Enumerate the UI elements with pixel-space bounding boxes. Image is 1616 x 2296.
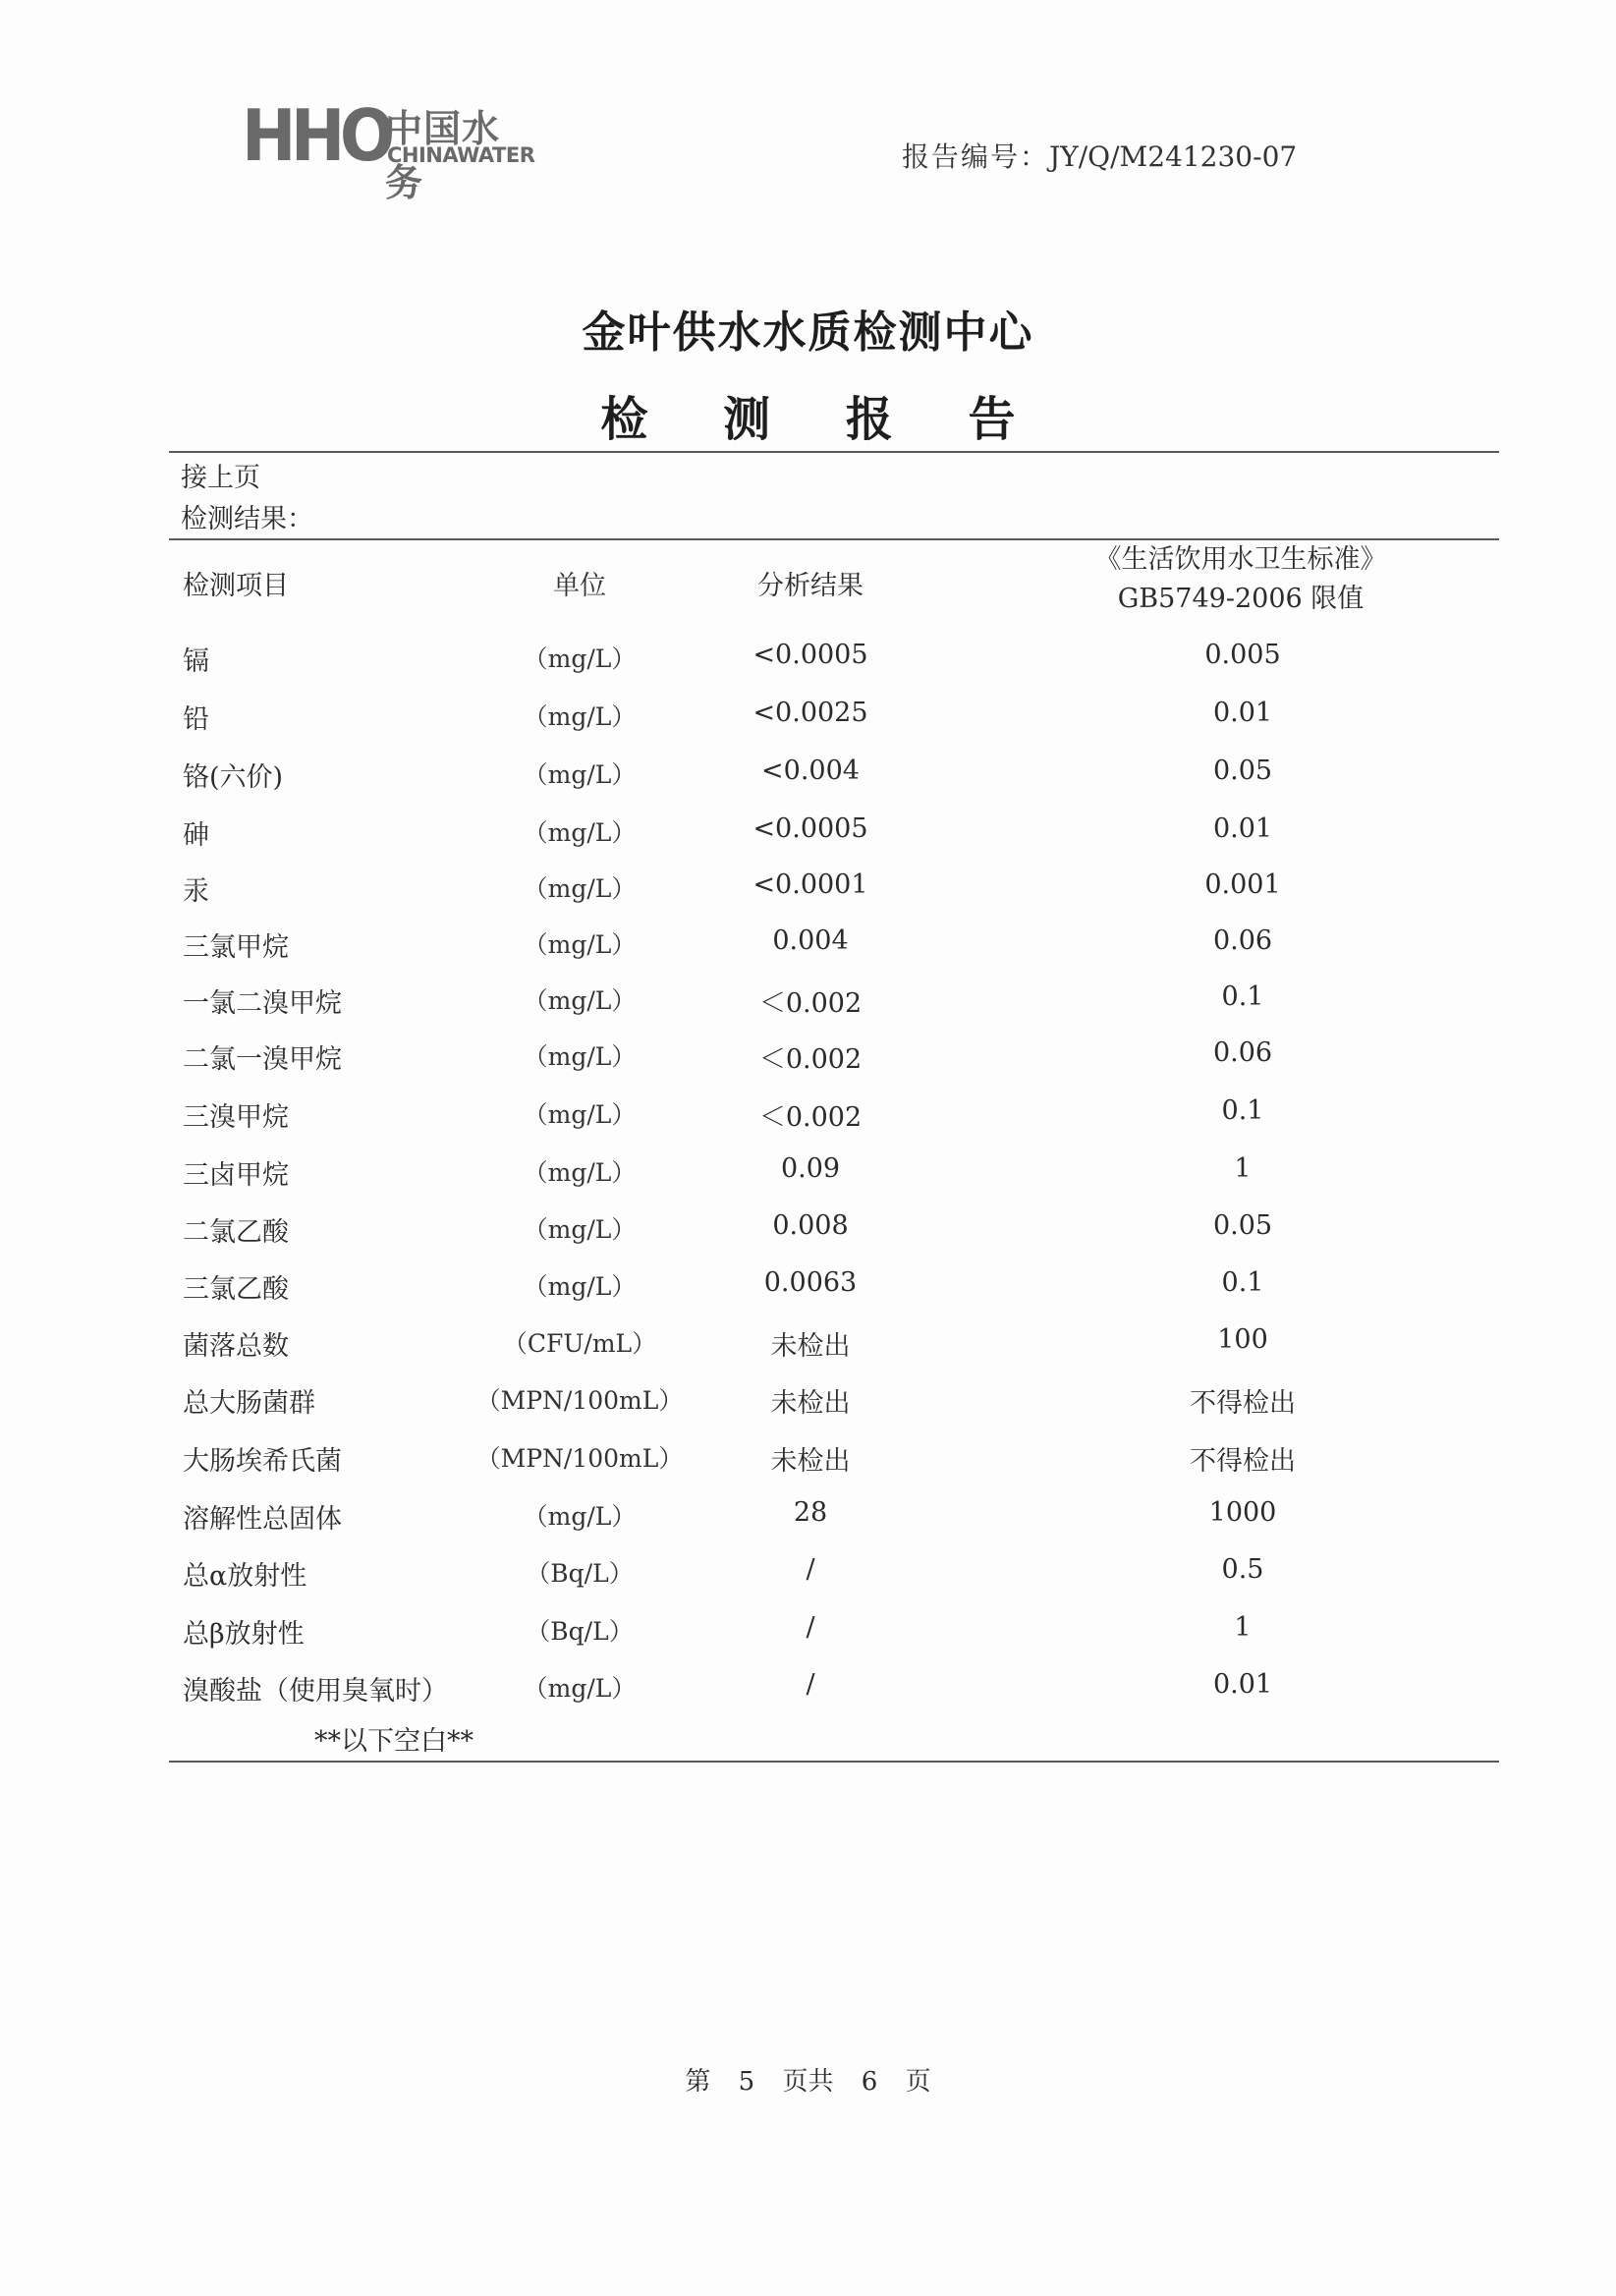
top-divider — [169, 451, 1499, 453]
document-title: 检 测 报 告 — [600, 392, 1045, 447]
item-unit: （mg/L） — [523, 818, 637, 847]
table-row — [0, 1153, 1616, 1193]
item-unit: （mg/L） — [523, 986, 637, 1015]
item-unit: （mg/L） — [523, 644, 637, 673]
item-name: 砷 — [183, 820, 209, 851]
item-unit: （mg/L） — [523, 1158, 637, 1187]
item-name: 三氯甲烷 — [183, 932, 289, 963]
item-result: / — [806, 1669, 815, 1700]
item-unit: （Bq/L） — [526, 1559, 634, 1588]
table-row — [0, 1554, 1616, 1594]
item-result: ＜0.002 — [758, 988, 863, 1019]
table-row — [0, 1210, 1616, 1250]
item-unit: （mg/L） — [523, 1215, 637, 1244]
organization-name: 金叶供水水质检测中心 — [582, 308, 1034, 358]
item-name: 二氯乙酸 — [183, 1217, 289, 1248]
item-limit: 0.05 — [1212, 756, 1273, 786]
table-row — [0, 1439, 1616, 1479]
item-limit: 1 — [1234, 1612, 1252, 1643]
results-label: 检测结果： — [181, 504, 313, 534]
item-result: 28 — [793, 1497, 828, 1528]
item-name: 总β放射性 — [183, 1619, 305, 1650]
item-unit: （mg/L） — [523, 1100, 637, 1129]
standard-code: GB5749-2006 限值 — [1117, 584, 1365, 614]
table-row — [0, 1095, 1616, 1135]
item-unit: （MPN/100mL） — [475, 1386, 684, 1415]
item-name: 铬(六价) — [183, 762, 284, 793]
item-unit: （MPN/100mL） — [475, 1444, 684, 1473]
item-limit: 0.06 — [1212, 1037, 1273, 1068]
item-unit: （mg/L） — [523, 1674, 637, 1703]
item-limit: 0.1 — [1221, 1095, 1264, 1126]
item-name: 一氯二溴甲烷 — [183, 988, 342, 1019]
logo-mark: HHO — [242, 94, 390, 177]
item-result: <0.004 — [761, 756, 860, 786]
item-result: <0.0025 — [752, 698, 868, 728]
item-result: <0.0001 — [752, 869, 868, 900]
table-row — [0, 1037, 1616, 1077]
item-unit: （mg/L） — [523, 930, 637, 959]
item-unit: （mg/L） — [523, 1502, 637, 1531]
standard-name: 《生活饮用水卫生标准》 — [1094, 544, 1387, 575]
item-limit: 0.001 — [1204, 869, 1281, 900]
table-row — [0, 869, 1616, 909]
table-row — [0, 1612, 1616, 1652]
column-header-unit: 单位 — [553, 571, 606, 601]
report-number-label: 报告编号： — [902, 140, 1050, 173]
table-row — [0, 1669, 1616, 1708]
footer-middle: 页共 — [782, 2067, 834, 2097]
item-unit: （mg/L） — [523, 702, 637, 731]
column-header-item: 检测项目 — [183, 571, 289, 601]
logo-english-name: CHINAWATER — [387, 143, 535, 167]
item-unit: （mg/L） — [523, 874, 637, 903]
china-water-logo — [242, 94, 536, 204]
item-name: 大肠埃希氏菌 — [183, 1446, 342, 1477]
item-name: 汞 — [183, 876, 209, 907]
item-name: 溴酸盐（使用臭氧时） — [183, 1676, 448, 1707]
continuation-block — [181, 458, 313, 540]
bottom-divider — [169, 1761, 1499, 1763]
table-row — [0, 1381, 1616, 1421]
page-footer — [0, 2061, 1616, 2098]
item-limit: 0.1 — [1221, 1267, 1264, 1298]
table-row — [0, 813, 1616, 853]
item-result: 0.09 — [780, 1153, 841, 1184]
item-limit: 0.005 — [1204, 640, 1281, 670]
item-unit: （CFU/mL） — [502, 1329, 657, 1358]
table-row — [0, 981, 1616, 1021]
item-name: 菌落总数 — [183, 1331, 289, 1362]
item-name: 三卤甲烷 — [183, 1160, 289, 1191]
item-result: / — [806, 1554, 815, 1585]
item-name: 三氯乙酸 — [183, 1274, 289, 1305]
item-name: 镉 — [183, 646, 209, 677]
footer-suffix: 页 — [905, 2067, 931, 2097]
table-row — [0, 1497, 1616, 1537]
table-row — [0, 925, 1616, 965]
item-name: 总大肠菌群 — [183, 1388, 315, 1419]
column-header-result: 分析结果 — [757, 571, 864, 601]
report-number — [902, 136, 1297, 175]
table-row — [0, 756, 1616, 795]
item-result: 0.004 — [772, 925, 849, 956]
item-unit: （mg/L） — [523, 760, 637, 789]
item-limit: 0.01 — [1212, 698, 1273, 728]
item-limit: 1000 — [1208, 1497, 1277, 1528]
item-limit: 100 — [1217, 1324, 1268, 1355]
item-result: 0.008 — [772, 1210, 849, 1241]
item-name: 三溴甲烷 — [183, 1102, 289, 1133]
item-limit: 不得检出 — [1190, 1388, 1296, 1419]
item-result: 未检出 — [770, 1388, 851, 1419]
total-pages: 6 — [861, 2067, 878, 2097]
page-number: 5 — [738, 2067, 755, 2097]
footer-prefix: 第 — [685, 2067, 711, 2097]
item-limit: 0.01 — [1212, 813, 1273, 844]
item-limit: 0.01 — [1212, 1669, 1273, 1700]
column-header-standard — [1030, 540, 1452, 619]
item-result: <0.0005 — [752, 813, 868, 844]
item-result: 未检出 — [770, 1446, 851, 1477]
item-result: 0.0063 — [763, 1267, 858, 1298]
item-limit: 不得检出 — [1190, 1446, 1296, 1477]
table-row — [0, 1324, 1616, 1364]
table-row — [0, 698, 1616, 737]
item-name: 溶解性总固体 — [183, 1504, 342, 1535]
item-name: 总α放射性 — [183, 1561, 307, 1592]
item-unit: （mg/L） — [523, 1272, 637, 1301]
item-result: <0.0005 — [752, 640, 868, 670]
item-result: / — [806, 1612, 815, 1643]
logo-chinese-name: 中国水务 — [385, 107, 501, 204]
item-limit: 1 — [1234, 1153, 1252, 1184]
blank-below-note: **以下空白** — [314, 1726, 474, 1757]
item-result: 未检出 — [770, 1331, 851, 1362]
table-row — [0, 1267, 1616, 1307]
item-unit: （mg/L） — [523, 1042, 637, 1071]
item-result: ＜0.002 — [758, 1102, 863, 1133]
item-name: 铅 — [183, 704, 209, 735]
table-row — [0, 640, 1616, 679]
item-unit: （Bq/L） — [526, 1617, 634, 1646]
item-limit: 0.05 — [1212, 1210, 1273, 1241]
item-limit: 0.5 — [1221, 1554, 1264, 1585]
item-name: 二氯一溴甲烷 — [183, 1044, 342, 1075]
report-number-value: JY/Q/M241230-07 — [1049, 140, 1298, 173]
item-limit: 0.06 — [1212, 925, 1273, 956]
item-limit: 0.1 — [1221, 981, 1264, 1012]
item-result: ＜0.002 — [758, 1044, 863, 1075]
continued-label: 接上页 — [181, 463, 260, 493]
